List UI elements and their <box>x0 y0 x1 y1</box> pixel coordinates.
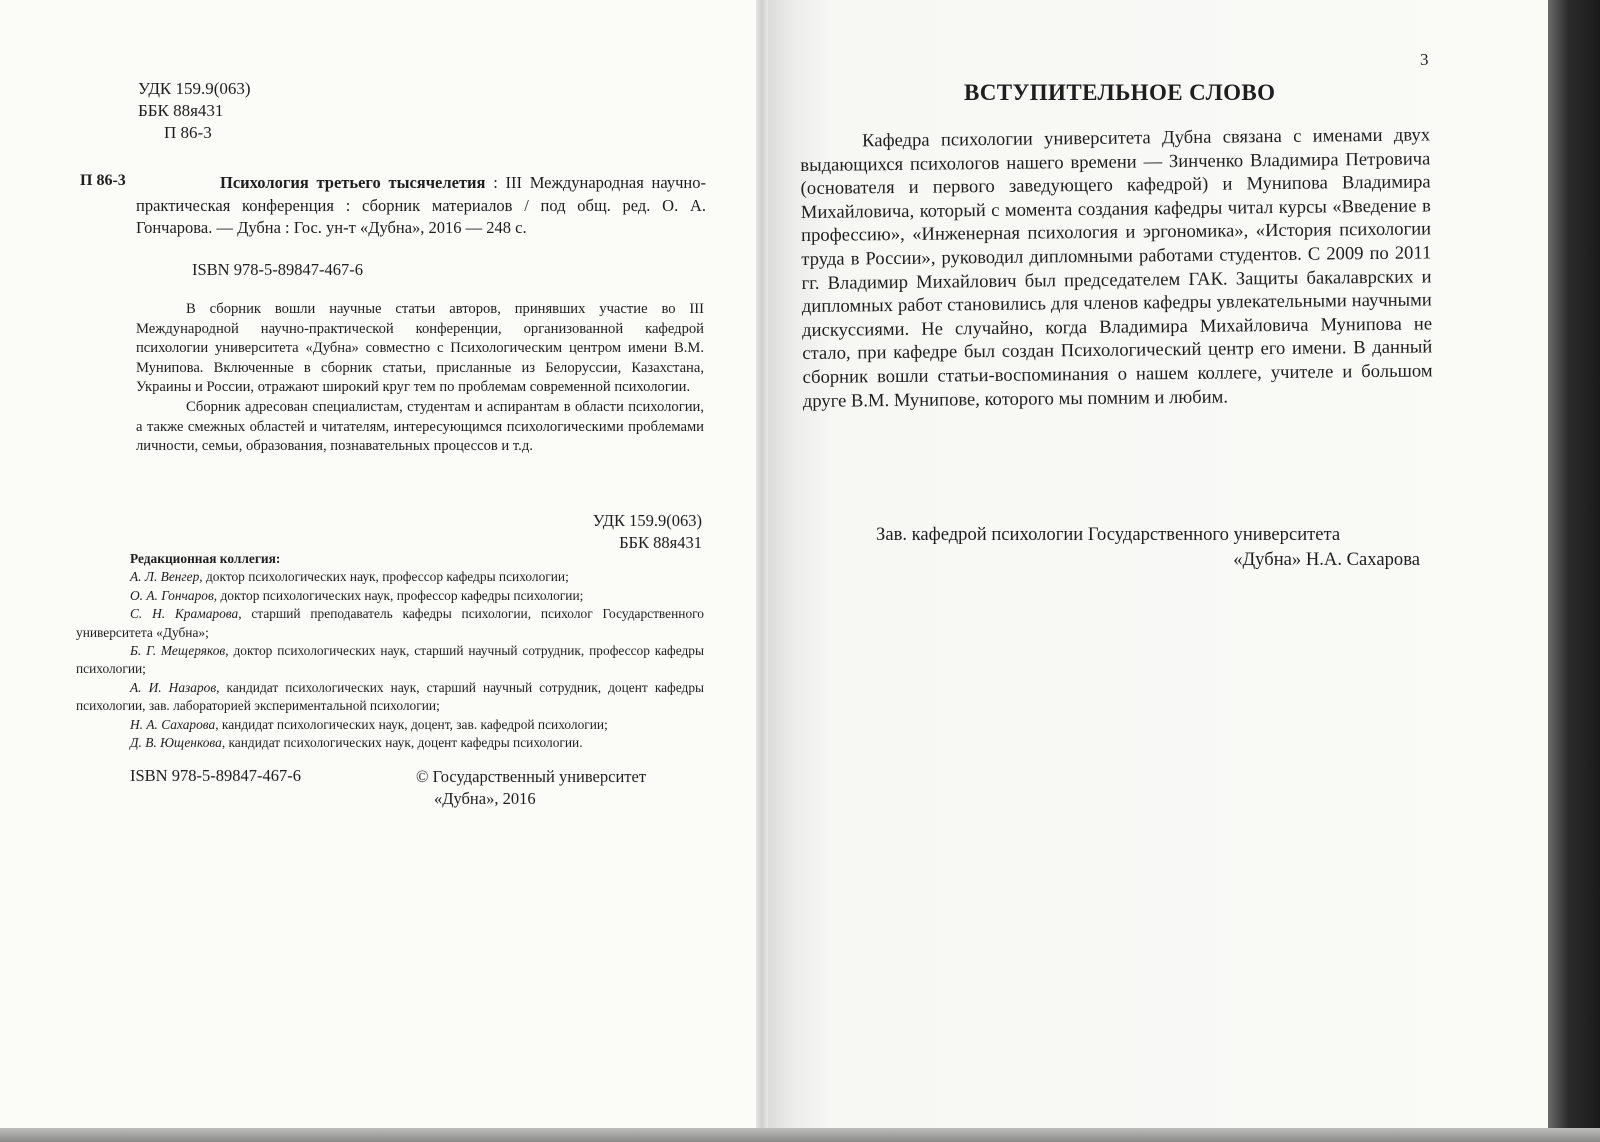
isbn-top: ISBN 978-5-89847-467-6 <box>192 260 363 279</box>
board-member <box>76 734 704 752</box>
udk-code-repeat: УДК 159.9(063) <box>592 511 702 530</box>
bibliographic-record <box>136 172 706 240</box>
page-number: 3 <box>1420 50 1429 69</box>
biblio-code: П 86-3 <box>80 172 126 189</box>
signature-line: Зав. кафедрой психологии Государственного университета <box>876 524 1341 545</box>
scan-bottom-shadow <box>0 1128 1600 1142</box>
intro-paragraph: Кафедра психологии университета Дубна связана с именами двух выдающихся психологов нашего времени — Зинченко Владимира Петровича (основателя и первого заведующего кафедрой) и Мунипова Владимира Михайловича, который с момента создания кафедры читал курсы «Введение в профессию», «Инженерная психология и эргономика», «История психологии труда в России», руководил дипломными работами студентов. С 2009 по 2011 гг. Владимир Михайлович был председателем ГАК. Защиты бакалаврских и дипломных работ становились для членов кафедры увлекательными научными дискуссиями. Не случайно, когда Владимира Михайловича Мунипова не стало, при кафедре был создан Психологический центр его имени. В данный сборник вошли статьи-воспоминания о нашем коллеге, учителе и большом друге В.М. Мунипове, которого мы помним и любим. <box>800 124 1433 412</box>
annotation-paragraph: Сборник адресован специалистам, студентам и аспирантам в области психологии, а также смежных областей и читателям, интересующимся психологическими проблемами личности, семьи, образования, познавательных процессов и т.д. <box>136 398 704 455</box>
board-member <box>76 679 704 716</box>
imprint-codes <box>138 78 251 144</box>
copyright-line: «Дубна», 2016 <box>434 789 536 808</box>
left-page <box>0 0 762 1142</box>
copyright-notice <box>416 766 646 810</box>
member-desc: , доктор психологических наук, профессор кафедры психологии; <box>199 569 569 585</box>
book-title: Психология третьего тысячелетия <box>220 173 486 192</box>
board-member <box>76 605 704 642</box>
author-code: П 86-3 <box>164 123 212 142</box>
editorial-board-title: Редакционная коллегия: <box>130 551 281 566</box>
member-name: А. И. Назаров <box>130 679 217 695</box>
member-name: Б. Г. Мещеряков <box>130 643 226 659</box>
member-name: С. Н. Крамарова <box>130 606 239 622</box>
book-gutter <box>756 0 768 1142</box>
board-member <box>76 642 704 679</box>
member-desc: , доктор психологических наук, старший научный сотрудник, профессор кафедры психологии; <box>76 643 704 677</box>
signature-block <box>876 522 1420 572</box>
editorial-board <box>76 550 704 752</box>
signature-line: «Дубна» Н.А. Сахарова <box>1233 549 1420 570</box>
isbn-bottom: ISBN 978-5-89847-467-6 <box>130 766 301 785</box>
member-name: Д. В. Ющенкова <box>130 735 222 751</box>
member-desc: , старший преподаватель кафедры психологии, психолог Государственного университета «Дубна»; <box>76 606 705 640</box>
page-heading: ВСТУПИТЕЛЬНОЕ СЛОВО <box>964 80 1276 105</box>
member-name: О. А. Гончаров <box>130 587 214 603</box>
member-desc: , кандидат психологических наук, доцент кафедры психологии. <box>221 735 583 751</box>
classification-repeat <box>540 510 702 554</box>
annotation-paragraph: В сборник вошли научные статьи авторов, принявших участие во III Международной научно-практической конференции, организованной кафедрой психологии университета «Дубна» совместно с Психологическим центром имени В.М. Мунипова. Включенные в сборник статьи, присланные из Белоруссии, Казахстана, Украины и России, отражают широкий круг тем по проблемам современной психологии. <box>136 301 704 396</box>
board-member <box>76 716 704 734</box>
scan-edge-shadow <box>1548 0 1600 1142</box>
member-desc: , доктор психологических наук, профессор кафедры психологии; <box>213 587 584 603</box>
bbk-code: ББК 88я431 <box>138 101 224 120</box>
member-name: Н. А. Сахарова <box>130 716 216 732</box>
udk-code: УДК 159.9(063) <box>138 79 251 98</box>
biblio-details: : III Международная научно-практическая конференция : сборник материалов / под общ. ред. О. А. Гончарова. — Дубна : Гос. ун-т «Дубна», 2016 — 248 с. <box>136 173 706 237</box>
member-name: А. Л. Венгер <box>130 569 200 585</box>
copyright-line: © Государственный университет <box>416 767 647 786</box>
member-desc: , кандидат психологических наук, старший научный сотрудник, доцент кафедры психологии, зав. лабораторией экспериментальной психологии; <box>76 679 705 714</box>
annotation <box>136 300 704 457</box>
intro-text <box>800 123 1433 413</box>
member-desc: , кандидат психологических наук, доцент, зав. кафедрой психологии; <box>215 716 608 732</box>
board-member <box>76 587 704 605</box>
bbk-code-repeat: ББК 88я431 <box>619 533 702 552</box>
board-member <box>76 568 704 586</box>
